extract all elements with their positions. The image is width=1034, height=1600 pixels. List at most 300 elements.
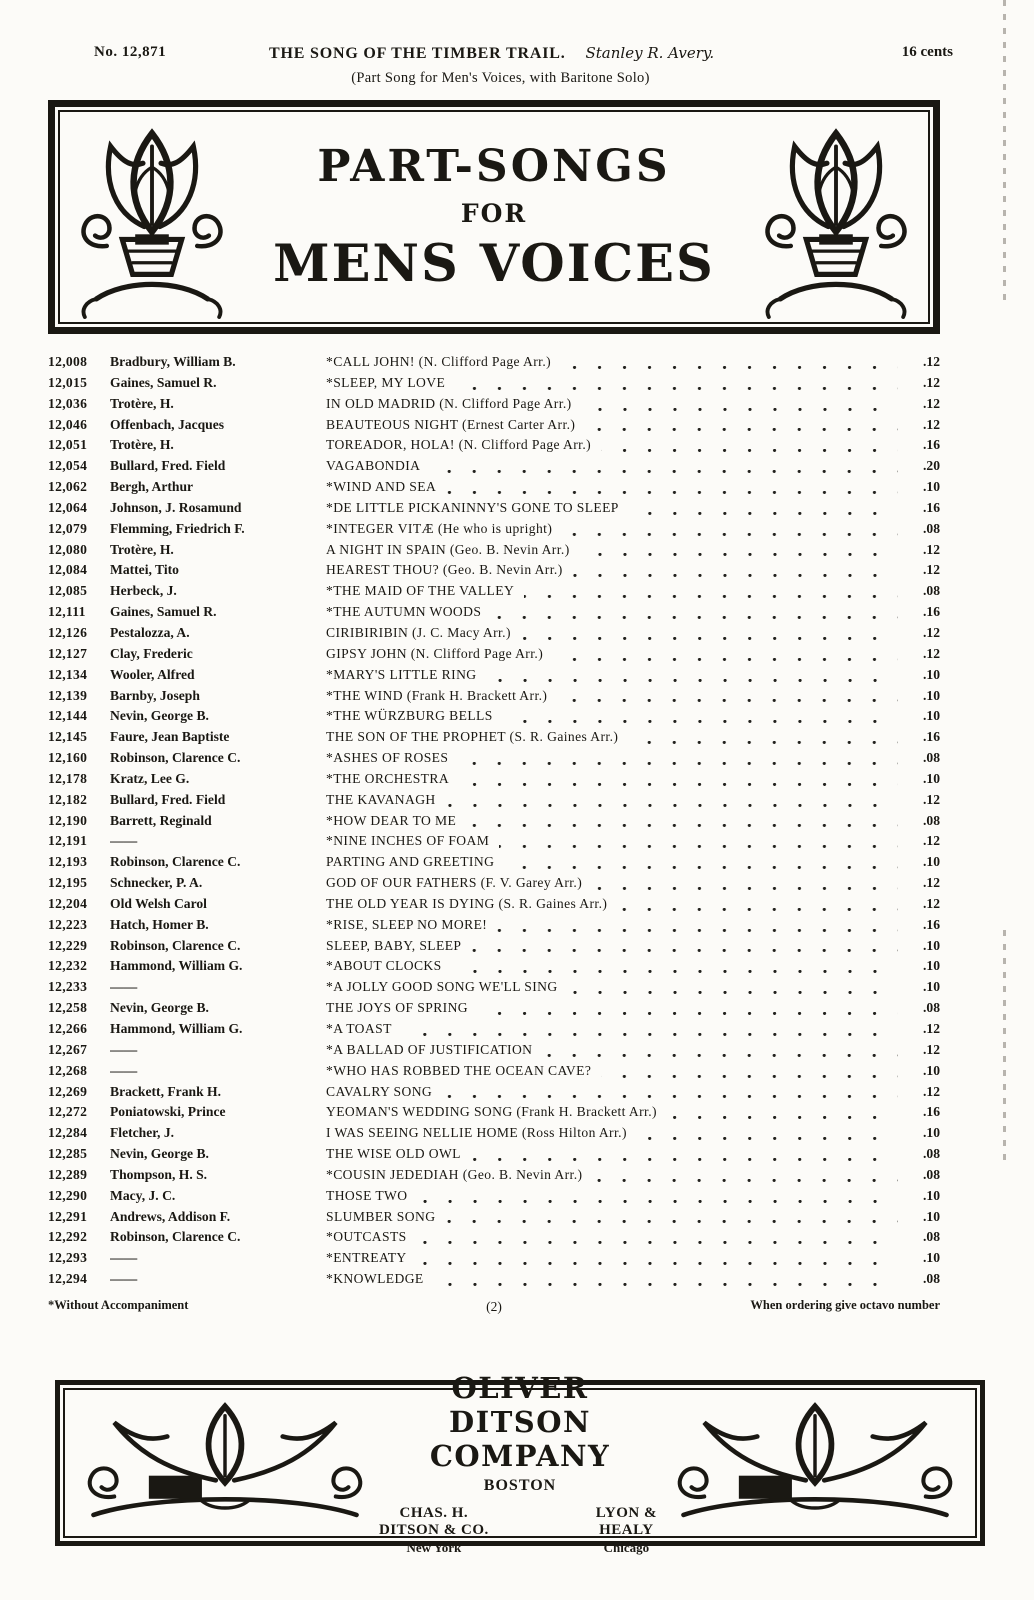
- row-composer: ——: [110, 1271, 138, 1287]
- row-main: [326, 790, 906, 811]
- row-main: [326, 644, 906, 665]
- row-main: [326, 1186, 906, 1207]
- row-title: *DE LITTLE PICKANINNY'S GONE TO SLEEP: [326, 499, 619, 515]
- octavo-number: 12,182: [48, 791, 88, 807]
- catalog-row: [48, 915, 940, 936]
- octavo-number: 12,289: [48, 1166, 88, 1182]
- catalog-row: [48, 644, 940, 665]
- row-main: [326, 1123, 906, 1144]
- octavo-number: 12,145: [48, 729, 88, 745]
- agent-city: Chicago: [603, 1539, 650, 1555]
- octavo-number: 12,126: [48, 624, 88, 640]
- row-title: VAGABONDIA: [326, 458, 421, 474]
- row-title: GIPSY JOHN (N. Clifford Page Arr.): [326, 645, 544, 661]
- row-main: [326, 686, 906, 707]
- dot-leader: [418, 1200, 898, 1203]
- row-composer: Bradbury, William B.: [110, 354, 236, 369]
- row-composer: ——: [110, 1250, 138, 1266]
- row-composer: Offenbach, Jacques: [110, 416, 225, 432]
- octavo-number: 12,064: [48, 499, 88, 515]
- publisher-name: OLIVER DITSON COMPANY: [429, 1370, 611, 1473]
- row-price: .16: [923, 437, 940, 453]
- row-composer: Trotère, H.: [110, 541, 174, 557]
- floral-ornament-icon: [752, 115, 920, 320]
- row-main: [326, 519, 906, 540]
- publisher-city: BOSTON: [483, 1476, 557, 1494]
- row-composer: Poniatowski, Prince: [110, 1104, 226, 1120]
- row-composer: Flemming, Friedrich F.: [110, 520, 245, 536]
- catalog-row: [48, 1207, 940, 1228]
- octavo-number: 12,127: [48, 645, 88, 661]
- row-composer: Nevin, George B.: [110, 1146, 209, 1162]
- row-title: THE OLD YEAR IS DYING (S. R. Gaines Arr.): [326, 895, 608, 911]
- row-composer: ——: [110, 979, 138, 995]
- catalog-row: [48, 1082, 940, 1103]
- catalog-row: [48, 665, 940, 686]
- catalog-row: [48, 435, 940, 456]
- row-price: .12: [923, 624, 940, 640]
- row-main: [326, 623, 906, 644]
- row-main: [326, 456, 906, 477]
- dot-leader: [446, 804, 898, 807]
- row-main: [326, 1227, 906, 1248]
- row-price: .16: [923, 499, 940, 515]
- catalog-row: [48, 498, 940, 519]
- row-main: [326, 915, 906, 936]
- row-main: [326, 998, 906, 1019]
- row-title: THE WISE OLD OWL: [326, 1146, 461, 1162]
- row-price: .08: [923, 1271, 940, 1287]
- row-title: I WAS SEEING NELLIE HOME (Ross Hilton Arr.): [326, 1125, 627, 1141]
- dot-leader: [471, 949, 898, 952]
- row-price: .12: [923, 541, 940, 557]
- catalog-row: [48, 394, 940, 415]
- row-composer: Trotère, H.: [110, 395, 174, 411]
- octavo-number: 12,054: [48, 458, 88, 474]
- dot-leader: [542, 1054, 898, 1057]
- octavo-number: 12,036: [48, 395, 88, 411]
- row-composer: Nevin, George B.: [110, 708, 209, 724]
- dot-leader: [478, 1012, 898, 1015]
- banner-line2: FOR: [460, 198, 528, 228]
- publisher-inner-border: [63, 1370, 977, 1555]
- row-main: [326, 1040, 906, 1061]
- dot-leader: [452, 970, 898, 973]
- dot-leader: [430, 470, 898, 473]
- octavo-number: 12,195: [48, 875, 88, 891]
- plate-number: No. 12,871: [94, 44, 167, 60]
- dot-leader: [524, 595, 898, 598]
- octavo-number: 12,111: [48, 604, 86, 620]
- row-price: .10: [923, 937, 940, 953]
- row-main: [326, 894, 906, 915]
- dot-leader: [628, 741, 898, 744]
- dot-leader: [592, 887, 898, 890]
- dot-leader: [553, 658, 898, 661]
- song-subtitle: (Part Song for Men's Voices, with Baritone Solo): [351, 70, 650, 86]
- row-main: [326, 1102, 906, 1123]
- row-title: THE KAVANAGH: [326, 791, 436, 807]
- dot-leader: [629, 512, 898, 515]
- row-price: .12: [923, 374, 940, 390]
- catalog-row: [48, 1165, 940, 1186]
- dot-leader: [417, 1262, 898, 1265]
- catalog-row: [48, 1186, 940, 1207]
- floral-ornament-icon: [665, 1399, 965, 1527]
- row-title: *WIND AND SEA: [326, 479, 437, 495]
- row-title: IN OLD MADRID (N. Clifford Page Arr.): [326, 395, 572, 411]
- row-price: .08: [923, 520, 940, 536]
- row-title: *THE WÜRZBURG BELLS: [326, 708, 493, 724]
- song-title: THE SONG OF THE TIMBER TRAIL.: [269, 45, 566, 62]
- banner-inner-border: [58, 110, 930, 324]
- catalog-row: [48, 790, 940, 811]
- row-price: .10: [923, 687, 940, 703]
- row-price: .10: [923, 666, 940, 682]
- row-composer: ——: [110, 833, 138, 849]
- row-main: [326, 706, 906, 727]
- row-price: .12: [923, 791, 940, 807]
- row-price: .16: [923, 1104, 940, 1120]
- octavo-number: 12,079: [48, 520, 88, 536]
- row-composer: Mattei, Tito: [110, 562, 179, 578]
- dot-leader: [459, 783, 898, 786]
- row-title: THE JOYS OF SPRING: [326, 1000, 469, 1016]
- row-main: [326, 1019, 906, 1040]
- row-price: .12: [923, 1021, 940, 1036]
- row-composer: Bullard, Fred. Field: [110, 458, 226, 474]
- row-composer: Trotère, H.: [110, 437, 174, 453]
- row-main: [326, 415, 906, 436]
- row-title: *A JOLLY GOOD SONG WE'LL SING: [326, 979, 558, 995]
- row-title: GOD OF OUR FATHERS (F. V. Garey Arr.): [326, 875, 583, 891]
- catalog-row: [48, 977, 940, 998]
- row-main: [326, 956, 906, 977]
- row-composer: Gaines, Samuel R.: [110, 604, 217, 620]
- dot-leader: [499, 845, 898, 848]
- dot-leader: [568, 991, 898, 994]
- octavo-number: 12,293: [48, 1250, 88, 1266]
- octavo-number: 12,080: [48, 541, 88, 557]
- row-composer: Robinson, Clarence C.: [110, 937, 241, 953]
- row-main: [326, 727, 906, 748]
- row-main: [326, 560, 906, 581]
- song-heading: [269, 44, 714, 63]
- octavo-number: 12,266: [48, 1021, 88, 1036]
- row-price: .10: [923, 1062, 940, 1078]
- row-composer: Robinson, Clarence C.: [110, 750, 241, 766]
- banner-line3: MENS VOICES: [273, 233, 715, 294]
- row-price: .08: [923, 1166, 940, 1182]
- agent: [375, 1505, 493, 1556]
- catalog-row: [48, 936, 940, 957]
- dot-leader: [497, 929, 898, 932]
- catalog-row: [48, 1269, 940, 1290]
- row-price: .08: [923, 812, 940, 828]
- row-title: YEOMAN'S WEDDING SONG (Frank H. Brackett Arr.): [326, 1104, 657, 1120]
- publisher-agents: [375, 1505, 665, 1556]
- row-main: [326, 435, 906, 456]
- octavo-number: 12,144: [48, 708, 88, 724]
- row-main: [326, 1144, 906, 1165]
- row-main: [326, 831, 906, 852]
- octavo-number: 12,134: [48, 666, 88, 682]
- row-main: [326, 1248, 906, 1269]
- octavo-number: 12,008: [48, 354, 88, 369]
- dot-leader: [471, 1158, 898, 1161]
- row-title: *KNOWLEDGE: [326, 1271, 424, 1287]
- row-main: [326, 977, 906, 998]
- row-price: .12: [923, 895, 940, 911]
- row-price: .10: [923, 1125, 940, 1141]
- row-composer: Herbeck, J.: [110, 583, 177, 599]
- agent-city: New York: [406, 1539, 462, 1555]
- catalog-row: [48, 415, 940, 436]
- dot-leader: [667, 1116, 898, 1119]
- floral-ornament-icon: [75, 1399, 375, 1527]
- row-main: [326, 394, 906, 415]
- row-price: .10: [923, 1250, 940, 1266]
- octavo-number: 12,046: [48, 416, 88, 432]
- row-main: [326, 811, 906, 832]
- banner-box: [48, 100, 940, 334]
- row-main: [326, 1061, 906, 1082]
- row-composer: Brackett, Frank H.: [110, 1083, 222, 1099]
- row-main: [326, 1207, 906, 1228]
- row-title: *INTEGER VITÆ (He who is upright): [326, 520, 553, 536]
- octavo-number: 12,233: [48, 979, 88, 995]
- catalog-row: [48, 540, 940, 561]
- octavo-number: 12,229: [48, 937, 88, 953]
- dot-leader: [557, 699, 898, 702]
- octavo-number: 12,223: [48, 916, 88, 932]
- row-price: .12: [923, 416, 940, 432]
- accompaniment-note: *Without Accompaniment: [48, 1298, 189, 1312]
- octavo-number: 12,193: [48, 854, 88, 870]
- row-composer: Pestalozza, A.: [110, 624, 190, 640]
- agent-name: LYON & HEALY: [595, 1504, 657, 1538]
- row-price: .12: [923, 1041, 940, 1057]
- row-title: *WHO HAS ROBBED THE OCEAN CAVE?: [326, 1062, 592, 1078]
- catalog-row: [48, 623, 940, 644]
- row-main: [326, 373, 906, 394]
- dot-leader: [442, 1095, 898, 1098]
- dot-leader: [503, 720, 898, 723]
- row-price: .10: [923, 1208, 940, 1224]
- banner-line1: PART-SONGS: [317, 140, 671, 192]
- agent-name: CHAS. H. DITSON & CO.: [378, 1504, 489, 1538]
- catalog-row: [48, 727, 940, 748]
- octavo-number: 12,178: [48, 770, 88, 786]
- dot-leader: [445, 1220, 898, 1223]
- catalog-row: [48, 769, 940, 790]
- row-title: *MARY'S LITTLE RING: [326, 666, 477, 682]
- catalog-row: [48, 998, 940, 1019]
- octavo-number: 12,294: [48, 1271, 88, 1287]
- octavo-number: 12,160: [48, 750, 88, 766]
- octavo-number: 12,015: [48, 374, 88, 390]
- row-composer: Kratz, Lee G.: [110, 770, 190, 786]
- row-title: *SLEEP, MY LOVE: [326, 374, 446, 390]
- scan-artifact: [1003, 0, 1006, 300]
- row-title: *THE WIND (Frank H. Brackett Arr.): [326, 687, 548, 703]
- row-composer: Robinson, Clarence C.: [110, 854, 241, 870]
- row-composer: Barrett, Reginald: [110, 812, 212, 828]
- row-composer: Robinson, Clarence C.: [110, 1229, 241, 1245]
- row-price: .10: [923, 958, 940, 974]
- song-price: 16 cents: [901, 44, 953, 60]
- row-main: [326, 873, 906, 894]
- octavo-number: 12,204: [48, 895, 88, 911]
- row-main: [326, 852, 906, 873]
- row-main: [326, 769, 906, 790]
- row-title: *THE ORCHESTRA: [326, 770, 450, 786]
- row-composer: Bergh, Arthur: [110, 479, 194, 495]
- row-title: *HOW DEAR TO ME: [326, 812, 457, 828]
- row-price: .12: [923, 645, 940, 661]
- dot-leader: [417, 1241, 898, 1244]
- dot-leader: [487, 679, 898, 682]
- row-composer: Schnecker, P. A.: [110, 875, 203, 891]
- row-price: .12: [923, 395, 940, 411]
- catalog-row: [48, 581, 940, 602]
- row-main: [326, 936, 906, 957]
- octavo-number: 12,268: [48, 1062, 88, 1078]
- row-main: [326, 1269, 906, 1290]
- row-composer: Clay, Frederic: [110, 645, 193, 661]
- octavo-number: 12,269: [48, 1083, 88, 1099]
- row-price: .12: [923, 833, 940, 849]
- dot-leader: [504, 866, 898, 869]
- row-main: [326, 581, 906, 602]
- row-price: .10: [923, 770, 940, 786]
- row-composer: Hammond, William G.: [110, 1021, 243, 1036]
- catalog-row: [48, 1227, 940, 1248]
- octavo-number: 12,285: [48, 1146, 88, 1162]
- octavo-number: 12,062: [48, 479, 88, 495]
- row-price: .10: [923, 854, 940, 870]
- dot-leader: [402, 1033, 898, 1036]
- row-price: .20: [923, 458, 940, 474]
- row-title: SLEEP, BABY, SLEEP: [326, 937, 462, 953]
- row-title: *CALL JOHN! (N. Clifford Page Arr.): [326, 354, 552, 369]
- catalog-row: [48, 456, 940, 477]
- octavo-number: 12,290: [48, 1187, 88, 1203]
- row-title: *A TOAST: [326, 1021, 392, 1036]
- row-composer: Old Welsh Carol: [110, 895, 207, 911]
- row-composer: Wooler, Alfred: [110, 666, 195, 682]
- dot-leader: [580, 553, 898, 556]
- catalog-row: [48, 956, 940, 977]
- catalog-row: [48, 519, 940, 540]
- dot-leader: [561, 366, 898, 369]
- row-composer: Hatch, Homer B.: [110, 916, 209, 932]
- catalog-row: [48, 831, 940, 852]
- catalog-row: [48, 748, 940, 769]
- row-main: [326, 748, 906, 769]
- row-title: CIRIBIRIBIN (J. C. Macy Arr.): [326, 624, 511, 640]
- row-composer: Thompson, H. S.: [110, 1166, 208, 1182]
- dot-leader: [562, 533, 898, 536]
- octavo-number: 12,272: [48, 1104, 88, 1120]
- octavo-number: 12,267: [48, 1041, 88, 1057]
- dot-leader: [455, 387, 898, 390]
- octavo-number: 12,084: [48, 562, 88, 578]
- row-price: .10: [923, 1187, 940, 1203]
- row-main: [326, 1082, 906, 1103]
- catalog-row: [48, 1019, 940, 1040]
- dot-leader: [601, 1075, 898, 1078]
- octavo-number: 12,258: [48, 1000, 88, 1016]
- dot-leader: [601, 449, 898, 452]
- row-title: *ENTREATY: [326, 1250, 407, 1266]
- dot-leader: [582, 408, 898, 411]
- row-price: .16: [923, 916, 940, 932]
- octavo-number: 12,284: [48, 1125, 88, 1141]
- row-price: .12: [923, 875, 940, 891]
- row-price: .08: [923, 1000, 940, 1016]
- row-price: .16: [923, 729, 940, 745]
- row-price: .08: [923, 1229, 940, 1245]
- row-title: THE SON OF THE PROPHET (S. R. Gaines Arr.): [326, 729, 619, 745]
- row-main: [326, 477, 906, 498]
- masthead: [48, 44, 953, 68]
- row-main: [326, 1165, 906, 1186]
- catalog-list: [48, 352, 940, 1290]
- row-title: *ASHES OF ROSES: [326, 750, 449, 766]
- catalog-row: [48, 352, 940, 373]
- octavo-number: 12,291: [48, 1208, 88, 1224]
- row-title: BEAUTEOUS NIGHT (Ernest Carter Arr.): [326, 416, 576, 432]
- row-composer: Nevin, George B.: [110, 1000, 209, 1016]
- catalog-row: [48, 706, 940, 727]
- dot-leader: [434, 1283, 898, 1286]
- row-composer: Gaines, Samuel R.: [110, 374, 217, 390]
- row-price: .10: [923, 979, 940, 995]
- catalog-row: [48, 1061, 940, 1082]
- row-title: HEAREST THOU? (Geo. B. Nevin Arr.): [326, 562, 563, 578]
- row-composer: Fletcher, J.: [110, 1125, 175, 1141]
- row-title: *COUSIN JEDEDIAH (Geo. B. Nevin Arr.): [326, 1166, 583, 1182]
- page-number: (2): [486, 1299, 502, 1314]
- row-composer: Barnby, Joseph: [110, 687, 200, 703]
- row-price: .10: [923, 479, 940, 495]
- catalog-row: [48, 1123, 940, 1144]
- row-price: .16: [923, 604, 940, 620]
- song-composer: Stanley R. Avery.: [585, 44, 715, 62]
- catalog-row: [48, 686, 940, 707]
- row-price: .10: [923, 708, 940, 724]
- row-title: *NINE INCHES OF FOAM: [326, 833, 490, 849]
- catalog-row: [48, 811, 940, 832]
- row-title: *THE MAID OF THE VALLEY: [326, 583, 515, 599]
- row-price: .08: [923, 1146, 940, 1162]
- row-price: .08: [923, 750, 940, 766]
- catalog-row: [48, 852, 940, 873]
- row-main: [326, 540, 906, 561]
- scan-artifact: [1003, 930, 1006, 1160]
- row-price: .12: [923, 562, 940, 578]
- dot-leader: [637, 1137, 898, 1140]
- row-title: *ABOUT CLOCKS: [326, 958, 442, 974]
- row-title: *RISE, SLEEP NO MORE!: [326, 916, 488, 932]
- agent: [588, 1505, 665, 1556]
- row-price: .08: [923, 583, 940, 599]
- catalog-row: [48, 873, 940, 894]
- dot-leader: [573, 574, 898, 577]
- row-main: [326, 602, 906, 623]
- row-title: CAVALRY SONG: [326, 1083, 433, 1099]
